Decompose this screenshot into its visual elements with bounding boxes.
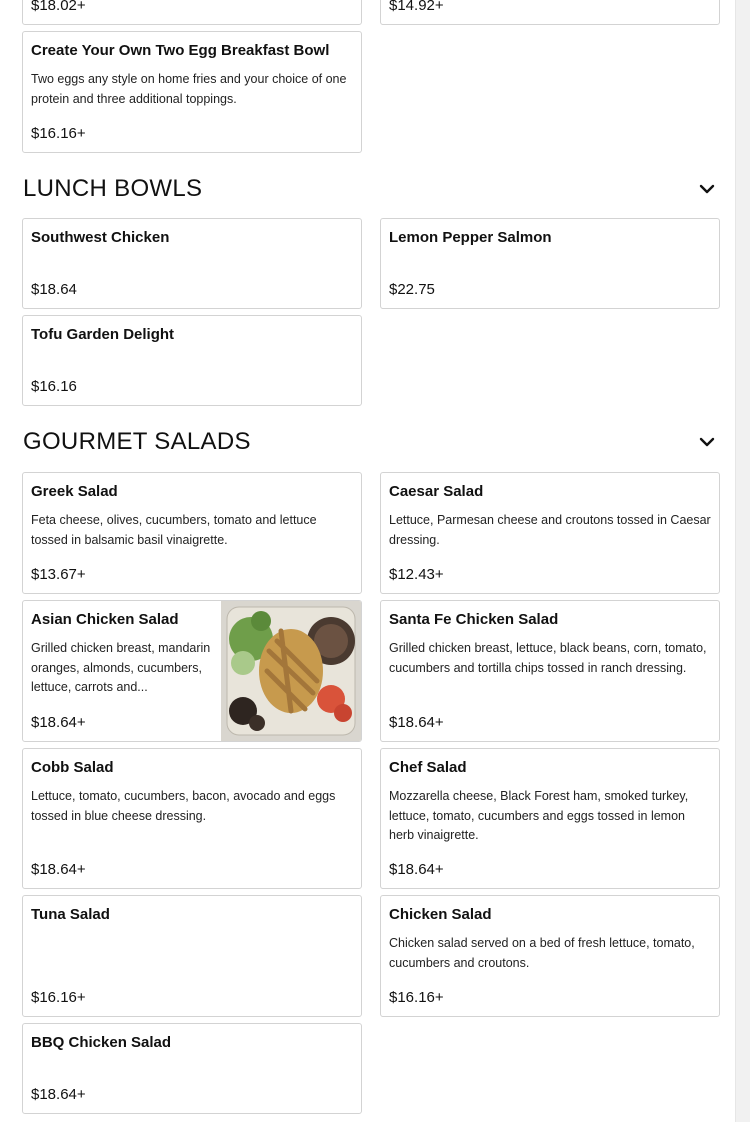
item-price: $18.64+ [31, 861, 86, 878]
item-description: Chicken salad served on a bed of fresh lettuce, tomato, cucumbers and croutons. [389, 936, 695, 970]
menu-item-card[interactable] [380, 748, 720, 889]
menu-item-card[interactable] [380, 0, 720, 25]
item-name: Tofu Garden Delight [31, 326, 175, 343]
scrollbar-track[interactable] [735, 0, 750, 1122]
menu-item-card[interactable] [380, 472, 720, 594]
menu-item-card[interactable] [22, 1023, 362, 1114]
item-price: $18.64+ [389, 714, 444, 731]
item-price: $16.16+ [389, 989, 444, 1006]
item-price: $18.64+ [389, 861, 444, 878]
section-title: GOURMET SALADS [23, 428, 251, 455]
item-name: Asian Chicken Salad [31, 611, 179, 628]
item-name: Greek Salad [31, 483, 118, 500]
item-description: Two eggs any style on home fries and your choice of one protein and three additional toppings. [31, 72, 347, 106]
menu-item-card[interactable] [22, 472, 362, 594]
section-title: LUNCH BOWLS [23, 175, 203, 202]
item-price: $18.64 [31, 281, 77, 298]
item-description: Grilled chicken breast, mandarin oranges, almonds, cucumbers, lettuce, carrots and... [31, 641, 211, 694]
item-name: Chef Salad [389, 759, 467, 776]
item-price: $16.16+ [31, 989, 86, 1006]
item-price: $18.64+ [31, 714, 86, 731]
item-description: Grilled chicken breast, lettuce, black beans, corn, tomato, cucumbers and tortilla chips tossed in ranch dressing. [389, 641, 707, 675]
item-price: $12.43+ [389, 566, 444, 583]
item-name: Tuna Salad [31, 906, 110, 923]
section-header-lunch-bowls[interactable] [23, 174, 719, 204]
item-name: Santa Fe Chicken Salad [389, 611, 559, 628]
item-name: Cobb Salad [31, 759, 114, 776]
item-price: $13.67+ [31, 566, 86, 583]
item-description: Feta cheese, olives, cucumbers, tomato and lettuce tossed in balsamic basil vinaigrette. [31, 513, 317, 547]
menu-item-card[interactable] [380, 895, 720, 1017]
item-description: Lettuce, Parmesan cheese and croutons tossed in Caesar dressing. [389, 513, 711, 547]
menu-item-card[interactable] [22, 315, 362, 406]
item-description: Mozzarella cheese, Black Forest ham, smoked turkey, lettuce, tomato, cucumbers and eggs tossed in lemon herb vinaigrette. [389, 789, 689, 842]
menu-item-card[interactable] [380, 218, 720, 309]
menu-item-card[interactable] [22, 0, 362, 25]
item-price: $16.16 [31, 378, 77, 395]
menu-item-card[interactable] [22, 31, 362, 153]
item-price: $18.64+ [31, 1086, 86, 1103]
item-description: Lettuce, tomato, cucumbers, bacon, avocado and eggs tossed in blue cheese dressing. [31, 789, 336, 823]
item-price: $22.75 [389, 281, 435, 298]
menu-item-card[interactable] [22, 600, 362, 742]
menu-item-card[interactable] [22, 218, 362, 309]
chevron-down-icon[interactable] [695, 430, 719, 454]
item-name: Create Your Own Two Egg Breakfast Bowl [31, 42, 330, 59]
item-name: Chicken Salad [389, 906, 492, 923]
salad-photo [221, 601, 361, 741]
item-name: Caesar Salad [389, 483, 484, 500]
menu-item-card[interactable] [22, 748, 362, 889]
item-name: Lemon Pepper Salmon [389, 229, 552, 246]
item-price: $18.02+ [31, 0, 86, 14]
item-price: $14.92+ [389, 0, 444, 14]
section-header-gourmet-salads[interactable] [23, 427, 719, 457]
menu-item-card[interactable] [22, 895, 362, 1017]
item-name: Southwest Chicken [31, 229, 170, 246]
menu-item-card[interactable] [380, 600, 720, 742]
item-name: BBQ Chicken Salad [31, 1034, 172, 1051]
item-price: $16.16+ [31, 125, 86, 142]
chevron-down-icon[interactable] [695, 177, 719, 201]
